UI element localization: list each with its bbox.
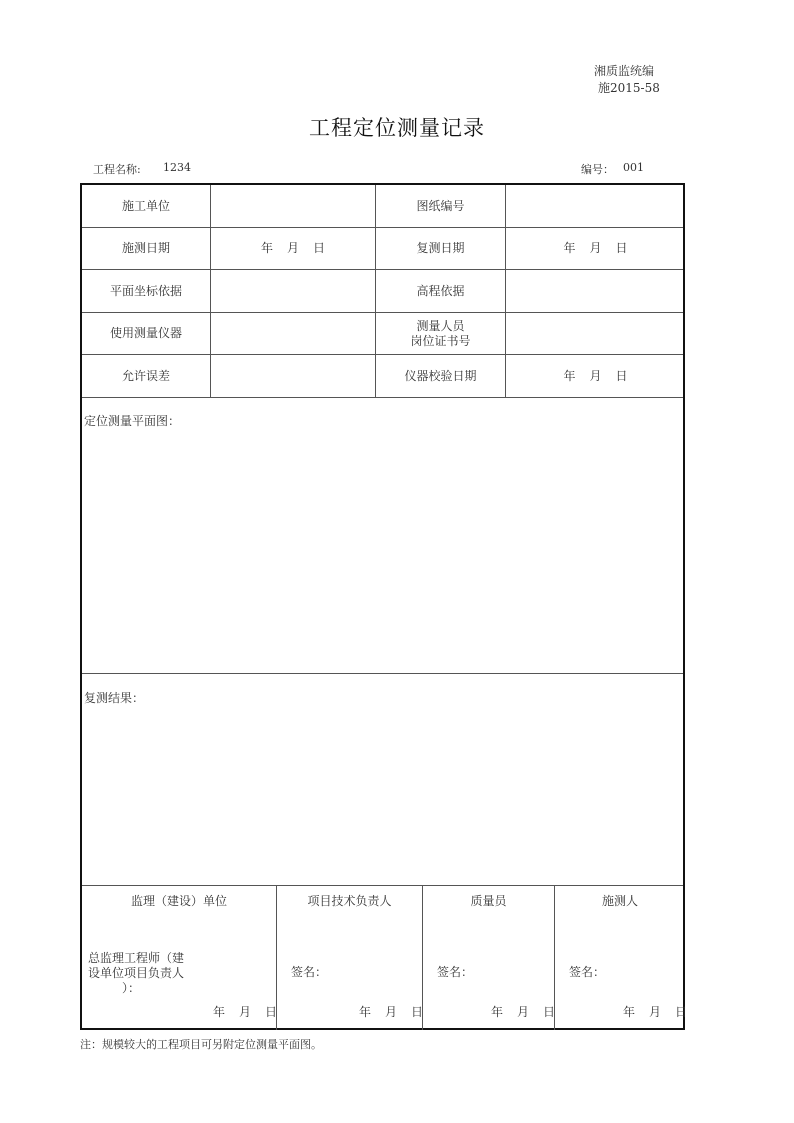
drawing-number-label: 图纸编号 <box>416 198 465 213</box>
day-label: 日 <box>615 241 628 255</box>
year-label: 年 <box>213 1005 226 1019</box>
quality-inspector-sign-date[interactable] <box>484 1003 562 1020</box>
day-label: 日 <box>615 368 628 383</box>
month-label: 月 <box>589 368 602 383</box>
calibration-date-label: 仪器校验日期 <box>404 368 477 383</box>
recheck-result-label: 复测结果： <box>84 691 145 705</box>
day-label: 日 <box>543 1005 556 1019</box>
surveyor-sign-label: 签名： <box>569 965 606 979</box>
page-title: 工程定位测量记录 <box>309 116 485 140</box>
month-label: 月 <box>385 1005 398 1019</box>
elevation-basis-label: 高程依据 <box>416 283 465 298</box>
construction-unit-label: 施工单位 <box>121 198 170 213</box>
year-label: 年 <box>359 1005 372 1019</box>
drawing-number-field[interactable] <box>506 185 685 227</box>
year-label: 年 <box>563 368 576 383</box>
org-code-line1: 湘质监统编 <box>594 64 655 78</box>
month-label: 月 <box>286 241 299 255</box>
chief-supervisor-label-line3: ）： <box>122 981 141 995</box>
surveyor-label: 测量人员 <box>416 318 465 333</box>
technical-lead-sign-date[interactable] <box>352 1003 430 1020</box>
month-label: 月 <box>517 1005 530 1019</box>
plane-coordinate-basis-field[interactable] <box>211 270 375 312</box>
day-label: 日 <box>411 1005 424 1019</box>
day-label: 日 <box>675 1005 688 1019</box>
recheck-date-field[interactable] <box>506 228 685 269</box>
org-code-line2: 施2015-58 <box>598 81 660 95</box>
day-label: 日 <box>313 241 326 255</box>
record-form <box>80 183 688 1030</box>
record-number-value: 001 <box>623 161 644 174</box>
instrument-field[interactable] <box>211 313 375 354</box>
certificate-label: 岗位证书号 <box>410 333 471 348</box>
instrument-label: 使用测量仪器 <box>109 326 182 340</box>
day-label: 日 <box>265 1005 278 1019</box>
plan-drawing-area[interactable] <box>82 398 685 673</box>
month-label: 月 <box>589 241 602 255</box>
month-label: 月 <box>649 1005 662 1019</box>
year-label: 年 <box>563 241 576 255</box>
technical-lead-header: 项目技术负责人 <box>307 893 392 908</box>
tolerance-label: 允许误差 <box>121 368 170 383</box>
quality-inspector-header: 质量员 <box>470 893 507 908</box>
footnote: 注：规模较大的工程项目可另附定位测量平面图。 <box>80 1038 322 1051</box>
surveyor-sign-date[interactable] <box>616 1003 694 1020</box>
month-label: 月 <box>239 1005 252 1019</box>
year-label: 年 <box>491 1005 504 1019</box>
chief-supervisor-label-line1: 总监理工程师（建 <box>88 951 185 965</box>
quality-inspector-sign-label: 签名： <box>437 965 474 979</box>
survey-date-label: 施测日期 <box>121 241 170 255</box>
construction-unit-field[interactable] <box>211 185 375 227</box>
elevation-basis-field[interactable] <box>506 270 685 312</box>
surveyor-header: 施测人 <box>601 893 638 908</box>
year-label: 年 <box>260 241 273 255</box>
supervision-sign-date[interactable] <box>206 1003 284 1020</box>
tolerance-field[interactable] <box>211 355 375 397</box>
recheck-result-area[interactable] <box>82 674 685 885</box>
project-name-value: 1234 <box>163 161 191 174</box>
project-name-label: 工程名称: <box>93 163 141 176</box>
technical-lead-sign-label: 签名： <box>291 965 328 979</box>
supervision-unit-header: 监理（建设）单位 <box>130 893 227 908</box>
calibration-date-field[interactable] <box>506 355 685 397</box>
chief-supervisor-label-line2: 设单位项目负责人 <box>88 966 185 980</box>
surveyor-certificate-field[interactable] <box>506 313 685 354</box>
surveyor-certificate-label <box>376 313 505 354</box>
plan-drawing-label: 定位测量平面图： <box>84 414 181 428</box>
section-divider <box>82 885 683 886</box>
record-number-label: 编号： <box>581 163 614 176</box>
survey-date-field[interactable] <box>211 228 375 269</box>
year-label: 年 <box>623 1005 636 1019</box>
recheck-date-label: 复测日期 <box>416 241 465 255</box>
plane-coordinate-basis-label: 平面坐标依据 <box>109 283 182 298</box>
